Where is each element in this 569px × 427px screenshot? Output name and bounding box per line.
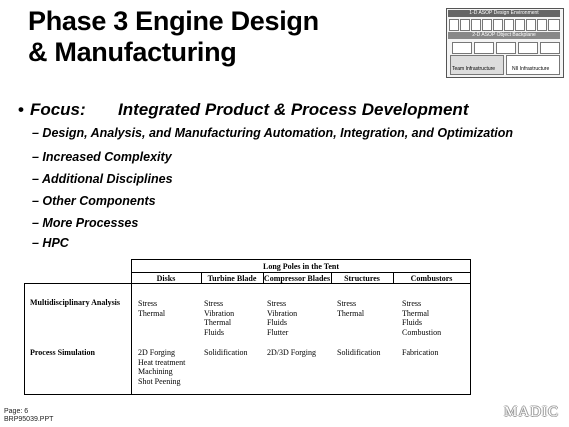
diagram-module — [482, 19, 492, 31]
table-border — [131, 272, 471, 273]
diagram-module — [537, 19, 547, 31]
table-cell: Stress Vibration Thermal Fluids — [204, 299, 235, 337]
diagram-bottom-right-label: NII Infrastructure — [512, 66, 550, 72]
table-border — [24, 283, 131, 284]
sub-item: – Increased Complexity — [32, 150, 172, 164]
diagram-nii-block — [506, 55, 560, 75]
table-cell: Stress Vibration Fluids Flutter — [267, 299, 298, 337]
table-cell: Fabrication — [402, 348, 439, 357]
focus-bullet — [18, 100, 469, 120]
sub-item: – More Processes — [32, 216, 139, 230]
table-cell: Solidification — [337, 348, 381, 357]
row-label: Multidisciplinary Analysis — [30, 298, 121, 307]
diagram-service — [474, 42, 494, 54]
diagram-service — [452, 42, 472, 54]
table-cell: 2D/3D Forging — [267, 348, 316, 357]
focus-value: Integrated Product & Process Development — [118, 100, 469, 119]
architecture-diagram — [446, 8, 564, 78]
column-header: Combustors — [410, 274, 453, 283]
diagram-module — [460, 19, 470, 31]
table-cell: Stress Thermal — [138, 299, 166, 318]
sub-item: – Design, Analysis, and Manufacturing Automation, Integration, and Optimization — [32, 126, 514, 140]
column-header: Structures — [344, 274, 380, 283]
column-header: Compressor Blades — [263, 274, 331, 283]
table-border — [131, 259, 471, 260]
row-label: Process Simulation — [30, 348, 95, 357]
table-caption: Long Poles in the Tent — [262, 262, 339, 271]
table-cell: Stress Thermal — [337, 299, 365, 318]
madic-logo: MADIC — [503, 404, 559, 420]
diagram-module — [548, 19, 560, 31]
diagram-team-block — [450, 55, 504, 75]
diagram-module — [515, 19, 525, 31]
diagram-module — [449, 19, 459, 31]
diagram-service — [496, 42, 516, 54]
table-border — [24, 283, 25, 395]
page-number: Page: 6 — [4, 408, 29, 415]
diagram-module — [504, 19, 514, 31]
diagram-top-label: 1-D ASOP Design Environment — [448, 10, 560, 17]
table-cell: 2D Forging Heat treatment Machining Shot Peening — [138, 348, 186, 386]
sub-item: – Additional Disciplines — [32, 172, 173, 186]
table-cell: Solidification — [204, 348, 248, 357]
focus-label: Focus: — [29, 100, 86, 119]
table-cell: Stress Thermal Fluids Combustion — [402, 299, 442, 337]
table-border — [470, 259, 471, 395]
bullet-icon: • — [18, 100, 24, 119]
diagram-module — [493, 19, 503, 31]
table-border — [24, 394, 471, 395]
column-header: Disks — [156, 274, 176, 283]
diagram-service — [518, 42, 538, 54]
diagram-module — [526, 19, 536, 31]
title-line-2: & Manufacturing — [28, 37, 237, 67]
diagram-mid-label: 2-D ASOP Object Backplane — [448, 32, 560, 39]
column-header: Turbine Blade — [207, 274, 257, 283]
file-name: BRP95039.PPT — [4, 416, 54, 423]
diagram-bottom-left-label: Team Infrastructure — [452, 66, 496, 72]
sub-item: – HPC — [32, 236, 69, 250]
slide-footer — [4, 408, 53, 424]
diagram-module — [471, 19, 481, 31]
title-line-1: Phase 3 Engine Design — [28, 6, 319, 36]
slide-title — [28, 6, 319, 68]
diagram-service — [540, 42, 560, 54]
sub-item: – Other Components — [32, 194, 156, 208]
